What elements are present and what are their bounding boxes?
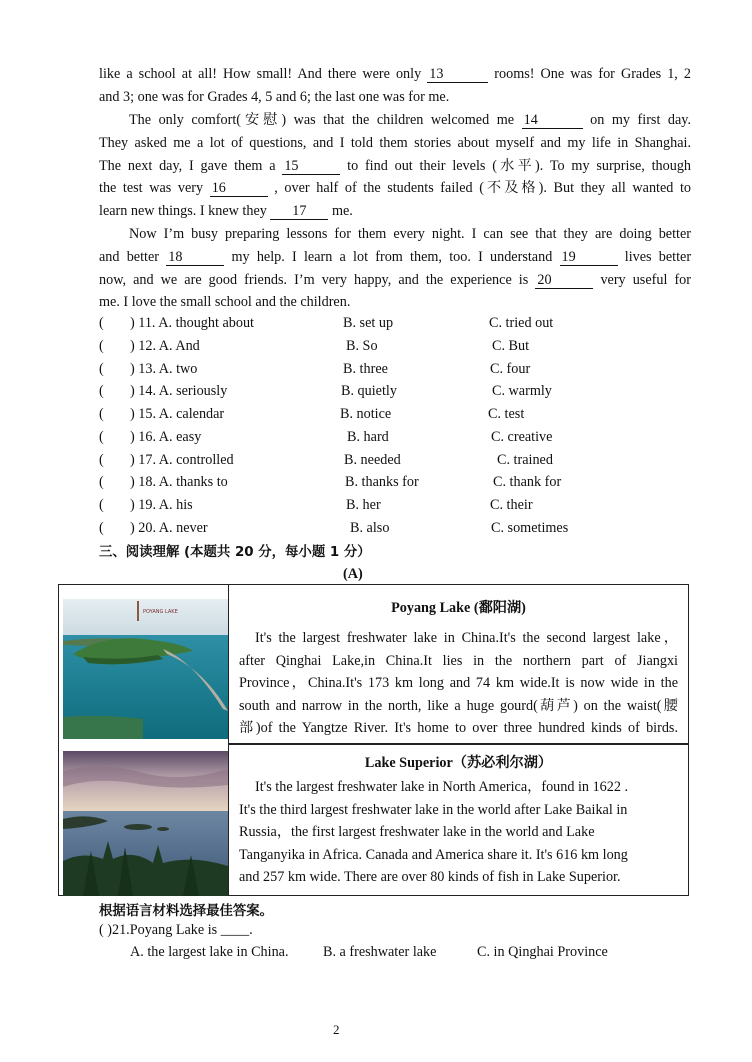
superior-title: Lake Superior（苏必利尔湖） bbox=[364, 755, 553, 771]
option-b: B. notice bbox=[340, 406, 392, 422]
superior-line-4: Tanganyika in Africa. Canada and America share it. It's 616 km long bbox=[239, 846, 628, 863]
passage-line-11: me. I love the small school and the children. bbox=[99, 294, 351, 310]
poyang-line-1: It's the largest freshwater lake in China.It's the second largest lake， bbox=[255, 630, 678, 646]
photo-caption: POYANG LAKE bbox=[143, 609, 178, 615]
superior-line-1: It's the largest freshwater lake in North America，found in 1622 . bbox=[255, 779, 629, 795]
passage-line-5: The next day, I gave them a 15 to find out their levels (水平). To my surprise, though bbox=[99, 158, 692, 174]
option-b: B. needed bbox=[344, 452, 401, 468]
blank-14: 14 bbox=[522, 112, 583, 129]
option-a: ) 12. A. And bbox=[130, 338, 200, 354]
passage-line-4: They asked me a lot of questions, and I told them stories about myself and my life in Shanghai. bbox=[99, 135, 691, 151]
option-c: C. But bbox=[492, 338, 530, 354]
option-c: C. their bbox=[490, 497, 533, 513]
blank-13: 13 bbox=[427, 66, 488, 83]
option-c: C. test bbox=[488, 406, 525, 422]
passage-line-10: now, and we are good friends. I’m very happy, and the experience is 20 very useful for bbox=[99, 272, 692, 288]
answer-paren[interactable]: ( bbox=[99, 520, 104, 536]
option-b: B. also bbox=[350, 520, 390, 536]
option-b: B. thanks for bbox=[345, 474, 419, 490]
poyang-line-3: Province，China.It's 173 km long and 74 km wide.It is now wide in the bbox=[239, 675, 678, 692]
poyang-line-2: after Qinghai Lake,in China.It lies in the northern part of Jiangxi bbox=[239, 652, 678, 669]
poyang-lake-box bbox=[228, 584, 689, 745]
passage-line-2: and 3; one was for Grades 4, 5 and 6; the last one was for me. bbox=[99, 89, 450, 105]
lake-superior-photo bbox=[63, 751, 228, 896]
option-c: C. four bbox=[490, 361, 531, 377]
option-b: B. quietly bbox=[341, 383, 397, 399]
option-b: B. her bbox=[346, 497, 381, 513]
passage-line-1: like a school at all! How small! And there were only 13 rooms! One was for Grades 1, 2 bbox=[99, 66, 691, 82]
answer-paren[interactable]: ( bbox=[99, 406, 104, 422]
poyang-line-4: south and narrow in the north, like a huge gourd(葫芦) on the waist(腰 bbox=[239, 697, 678, 714]
superior-line-3: Russia，the first largest freshwater lake in the world and Lake bbox=[239, 824, 595, 841]
poyang-title: Poyang Lake (鄱阳湖) bbox=[391, 600, 526, 616]
poyang-line-5: 部)of the Yangtze River. It's home to over three hundred kinds of birds. bbox=[239, 720, 678, 737]
option-a: ) 16. A. easy bbox=[130, 429, 202, 445]
option-a: ) 19. A. his bbox=[130, 497, 193, 513]
option-c: C. sometimes bbox=[491, 520, 569, 536]
blank-15: 15 bbox=[282, 158, 340, 175]
blank-17: 17 bbox=[270, 203, 328, 220]
blank-18: 18 bbox=[166, 249, 224, 266]
passage-line-7: learn new things. I knew they 17 me. bbox=[99, 203, 353, 219]
option-b: B. three bbox=[343, 361, 388, 377]
option-b: B. hard bbox=[347, 429, 389, 445]
option-b: B. So bbox=[346, 338, 378, 354]
answer-paren[interactable]: ( bbox=[99, 361, 104, 377]
answer-paren[interactable]: ( bbox=[99, 338, 104, 354]
answer-paren[interactable]: ( bbox=[99, 452, 104, 468]
q21-option-a: A. the largest lake in China. bbox=[130, 944, 289, 960]
option-c: C. trained bbox=[497, 452, 553, 468]
answer-paren[interactable]: ( bbox=[99, 429, 104, 445]
q21-option-c: C. in Qinghai Province bbox=[477, 944, 608, 960]
option-a: ) 17. A. controlled bbox=[130, 452, 234, 468]
option-c: C. thank for bbox=[493, 474, 562, 490]
option-a: ) 11. A. thought about bbox=[130, 315, 255, 331]
option-c: C. creative bbox=[491, 429, 553, 445]
option-c: C. warmly bbox=[492, 383, 552, 399]
option-c: C. tried out bbox=[489, 315, 554, 331]
answer-paren[interactable]: ( bbox=[99, 383, 104, 399]
option-a: ) 15. A. calendar bbox=[130, 406, 225, 422]
section-title: 三、阅读理解 (本题共 20 分，每小题 1 分） bbox=[99, 545, 371, 560]
option-b: B. set up bbox=[343, 315, 394, 331]
blank-20: 20 bbox=[535, 272, 593, 289]
page-number: 2 bbox=[333, 1022, 340, 1037]
answer-paren[interactable]: ( bbox=[99, 497, 104, 513]
passage-line-9: and better 18 my help. I learn a lot from them, too. I understand 19 lives better bbox=[99, 249, 692, 265]
answer-paren[interactable]: ( bbox=[99, 474, 104, 490]
blank-16: 16 bbox=[210, 180, 268, 197]
instruction: 根据语言材料选择最佳答案。 bbox=[99, 904, 274, 919]
option-a: ) 20. A. never bbox=[130, 520, 208, 536]
option-a: ) 14. A. seriously bbox=[130, 383, 228, 399]
blank-19: 19 bbox=[560, 249, 618, 266]
lake-superior-box bbox=[228, 743, 689, 896]
superior-line-5: and 257 km wide. There are over 80 kinds of fish in Lake Superior. bbox=[239, 869, 621, 886]
sub-title: (A) bbox=[343, 566, 363, 582]
option-a: ) 13. A. two bbox=[130, 361, 198, 377]
q21-option-b: B. a freshwater lake bbox=[323, 944, 437, 960]
poyang-lake-photo bbox=[63, 599, 228, 739]
answer-paren[interactable]: ( bbox=[99, 315, 104, 331]
passage-line-6: the test was very 16 , over half of the students failed (不及格). But they all wanted to bbox=[99, 180, 692, 196]
question-21-stem: ( )21.Poyang Lake is ____. bbox=[99, 922, 253, 938]
option-a: ) 18. A. thanks to bbox=[130, 474, 228, 490]
superior-line-2: It's the third largest freshwater lake in the world after Lake Baikal in bbox=[239, 801, 628, 818]
passage-line-8: Now I’m busy preparing lessons for them every night. I can see that they are doing better bbox=[129, 226, 691, 242]
passage-line-3: The only comfort(安慰) was that the children welcomed me 14 on my first day. bbox=[129, 112, 692, 128]
